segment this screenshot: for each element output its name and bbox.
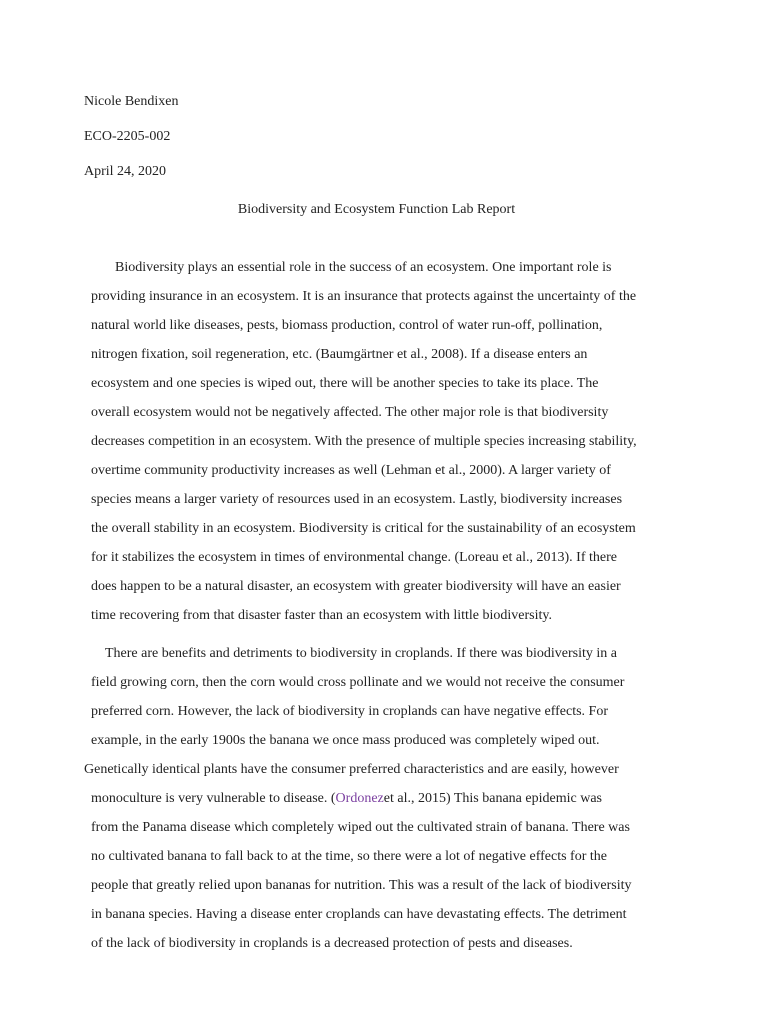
paragraph-line: Biodiversity plays an essential role in the success of an ecosystem. One important role is (115, 260, 612, 275)
citation-link-ordonez[interactable]: Ordonez (335, 791, 384, 806)
paragraph-line: Genetically identical plants have the consumer preferred characteristics and are easily, however (84, 762, 619, 777)
paragraph-line: for it stabilizes the ecosystem in times of environmental change. (Loreau et al., 2013). If there (91, 550, 617, 565)
paragraph-line: the overall stability in an ecosystem. Biodiversity is critical for the sustainability of an ecosystem (91, 521, 636, 536)
paragraph-line: There are benefits and detriments to biodiversity in croplands. If there was biodiversity in a (105, 646, 618, 661)
paragraph-line: nitrogen fixation, soil regeneration, etc. (Baumgärtner et al., 2008). If a disease enters an (91, 347, 588, 362)
course-code: ECO-2205-002 (84, 129, 171, 144)
paragraph-line: from the Panama disease which completely wiped out the cultivated strain of banana. There was (91, 820, 630, 835)
paragraph-line: ecosystem and one species is wiped out, there will be another species to take its place. The (91, 376, 599, 391)
paragraph-line: in banana species. Having a disease enter croplands can have devastating effects. The detriment (91, 907, 627, 922)
paragraph-line: field growing corn, then the corn would cross pollinate and we would not receive the consumer (91, 675, 625, 690)
paragraph-line: people that greatly relied upon bananas for nutrition. This was a result of the lack of biodiversity (91, 878, 632, 893)
paragraph-line: overall ecosystem would not be negatively affected. The other major role is that biodiversity (91, 405, 609, 420)
paragraph-line: example, in the early 1900s the banana we once mass produced was completely wiped out. (91, 733, 600, 748)
paragraph-line: of the lack of biodiversity in croplands is a decreased protection of pests and diseases. (91, 936, 573, 951)
paragraph-line: no cultivated banana to fall back to at the time, so there were a lot of negative effects for the (91, 849, 607, 864)
author-name: Nicole Bendixen (84, 94, 179, 109)
paragraph-line: overtime community productivity increases as well (Lehman et al., 2000). A larger variety of (91, 463, 611, 478)
paragraph-line: species means a larger variety of resources used in an ecosystem. Lastly, biodiversity increases (91, 492, 623, 507)
paragraph-line: decreases competition in an ecosystem. With the presence of multiple species increasing stability, (91, 434, 637, 449)
paragraph-line-with-citation (91, 790, 602, 808)
paragraph-line: providing insurance in an ecosystem. It is an insurance that protects against the uncertainty of the (91, 289, 637, 304)
paragraph-line: time recovering from that disaster faster than an ecosystem with little biodiversity. (91, 608, 552, 623)
report-date: April 24, 2020 (84, 164, 167, 179)
paragraph-line: preferred corn. However, the lack of biodiversity in croplands can have negative effects. For (91, 704, 608, 719)
report-title: Biodiversity and Ecosystem Function Lab Report (237, 202, 516, 217)
paragraph-line: natural world like diseases, pests, biomass production, control of water run-off, pollination, (91, 318, 603, 333)
citation-prefix: monoculture is very vulnerable to disease. ( (91, 791, 336, 806)
citation-suffix: et al., 2015) This banana epidemic was (383, 791, 602, 806)
paragraph-line: does happen to be a natural disaster, an ecosystem with greater biodiversity will have an easier (91, 579, 621, 594)
